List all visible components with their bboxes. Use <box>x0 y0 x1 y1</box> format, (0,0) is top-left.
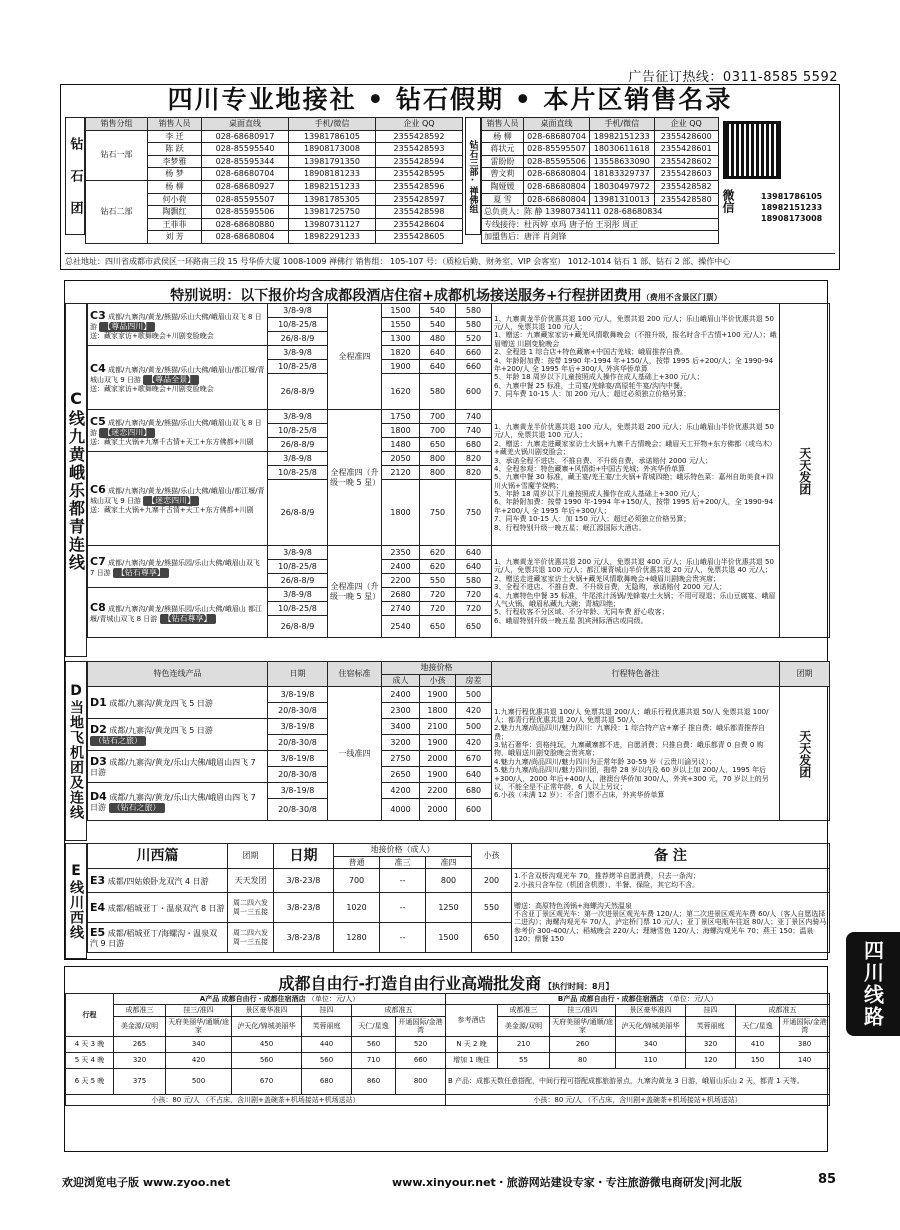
hotline: 广告征订热线：0311-8585 5592 <box>628 70 838 85</box>
c-line-label: C线九黄峨乐都青连线 <box>66 388 86 572</box>
e-line-table: 川西篇 团期 日期 地接价格（成人） 小孩 备 注 普通 准三 准四 E3 成都/四姑娘卧龙双汽 4 日游 天天发团 3/8-23/8 700 -- 800 200 1.不含双桥沟观光车 70，推荐烤羊自愿消费，只去一条沟； 2.小孩只含车位（机团含机票）、半餐、保险，其它均不含。 E4 成都/稻城亚丁・温泉双汽 8 日游 周二四六发 周一三五接 3/8-23/8 1020 -- 1250 550 赠送：高原特色汤锅+海螺沟天然温泉 不含亚丁景区观光车：第一次进景区观光车费 120/人；第二次进景区观光车费 60/人（客人自愿选择二进沟）；海螺沟观光车 70/人，泸定桥门票 10 元/人；亚丁景区电瓶车往返 80/人；亚丁景区内骑马参考价 300-400/人；稻城晚会 220/人；理塘雪鱼 120/人；海螺沟观光车 70；燕王 150；温泉 120；鼎餐 150 E5 成都/稻城亚丁/海螺沟・温泉双汽 9 日游 周二四六发 周一三五接 3/8-23/8 1280 -- 1500 650 <box>87 843 830 953</box>
free-exec: 【执行时间：8月】 <box>543 982 614 991</box>
e-line-label: E线川西线 <box>68 862 84 940</box>
join-contact: 加盟售后：唐洋 肖剑锋 <box>482 231 719 244</box>
side-tab[interactable]: 四川线路 <box>846 932 900 1036</box>
sales-table-left: 销售分组 销售人员 桌面直线 手机/微信 企业 QQ 钻石一部 李 迁 028-68680917 13981786105 2355428592 陈 跃 028-85595540 18908173008 2355428593 李梦雅 028-85595344 13981791350 2355428594 杨 梦 028-68680704 18908181233 2355428595 钻石二部 杨 柳 028-68680927 18982151233 2355428596 何小荷 028-85595507 13981785305 2355428597 陶飘红 028-85595506 13981725750 2355428598 王菲菲 028-68680880 13980731127 2355428604 刘 芳 028-68680804 18982291233 2355428605 <box>85 117 463 244</box>
d-line-label: D当地飞机团及连线 <box>68 682 84 820</box>
free-travel-table: 行程 A产品 成都自由行・成都住宿酒店 （单位：元/人） B产品 成都自由行・成都住宿酒店 （单位：元/人） 成都准三 挂三/准四 景区豪华准四 挂四 成都准五 参考酒店 成都准三 挂三/准四 景区豪华准四 挂四 成都准五 美金源/双明 天府美丽华/通顺/途家 泸天化/锦城美丽华 芙蓉丽庭 天仁/星逸 开通国际/金港湾 美金源/双明 天府美丽华/通顺/途家 泸天化/锦城美丽华 芙蓉丽庭 天仁/星逸 开通国际/金港湾 4 天 3 晚 265 340 450 440 560 520 N 天 2 晚 210 260 340 320 410 380 5 天 4 晚 320 420 560 560 710 660 增加 1 晚住 55 80 110 120 150 140 6 天 5 晚 375 500 670 680 860 800 B 产品：成都天数任意搭配，中间行程可搭配成都旅游景点，九寨沟黄龙 3 日游，峨眉山乐山 2 天，都青 1 天等。 小孩：80 元/人 （不占床，含川剧+盖碗茶+机场接站+机场送站） 小孩：80 元/人 （不占床，含川剧+盖碗茶+机场接站+机场送站） <box>65 993 830 1106</box>
qr-code-icon <box>723 121 781 179</box>
chief-contact: 总负责人：陈 静 13980734111 028-68680834 <box>482 206 719 219</box>
group3-label: 钻石三部·禅佛组 <box>467 139 478 213</box>
directory-title: 四川专业地接社 • 钻石假期 • 本片区销售名录 <box>167 85 733 114</box>
sales-table-right: 销售人员 桌面直线 手机/微信 企业 QQ 杨 柳 028-68680704 18982151233 2355428600 蒋状元 028-85595507 18030611618 2355428601 雷盼盼 028-85595506 13558633090 2355428602 曾文莉 028-68680804 18183329737 2355428603 陶娅媛 028-68680804 18030497972 2355428582 夏 雪 028-68680804 13981310013 2355428580 总负责人：陈 静 13980734111 028-68680834 专线接待：杜丙婷 卓玛 唐子怡 王羽彤 周正 加盟售后：唐洋 肖剑锋 <box>481 117 719 244</box>
free-travel-section <box>64 966 828 1152</box>
sales-directory <box>60 84 840 270</box>
notice: 特别说明：以下报价均含成都段酒店住宿+成都机场接送服务+行程拼团费用（费用不含景区门票） <box>170 288 722 304</box>
price-section <box>64 280 828 960</box>
wechat-label: 微信 <box>721 189 735 213</box>
special-contact: 专线接待：杜丙婷 卓玛 唐子怡 王羽彤 周正 <box>482 218 719 231</box>
d-line-table: 特色连线产品 日期 住宿标准 地接价格 行程特色备注 团期 成人 小孩 房差 D1 成都/九寨沟/黄龙四飞 5 日游 3/8-19/8 一线准四 2400 1900 500 1.九寨行程优惠共退 100/人 免票共退 200/人；峨乐行程优惠共退 50/人 免票共退 100/人；都青行程优惠共退 20/人 免票共退 50/人 2.魅力九寨/尚品四川/魅力四川：九寨段：1 综合特产店+寨子 推自费；峨乐都青推荐自费； 3.钻石奢华：资格纯玩，九寨藏寨都不进，自愿消费；只推自费：峨乐都青 0 自费 0 购物，峨眉送川剧变脸晚会贵宾席； 4.魅力九寨/尚品四川/魅力四川为正常年龄 30-59 岁（云贵川渝另议）； 5.魅力九寨/尚品四川/魅力四川团，拖带 28 岁以内及 60 岁以上加 200/人，1995 年后+300/人，2000 年后+400/人，港澳台华侨加 300/人，外宾+300 元，70 岁以上的另议，不能全是不正常年龄，6 人以上另议； 6.小孩（未满 12 岁）：不含门票不占床，外宾华侨单算 天天发团 20/8-30/8 2300 1800 420 D2 成都/九寨沟/黄龙四飞 5 日游 （钻石之旅） 3/8-19/8 3400 2100 500 20/8-30/8 3200 1900 420 D3 成都/九寨沟/黄龙/乐山大佛/峨眉山四飞 7 日游 3/8-19/8 2750 2000 670 20/8-30/8 2650 1900 640 D4 成都/九寨沟/黄龙/乐山大佛/峨眉山四飞 7 日游 （钻石之旅） 3/8-19/8 4200 2200 680 20/8-30/8 4000 2000 600 <box>87 661 830 821</box>
footer-mid[interactable]: www.xinyour.net・旅游网站建设专家・专注旅游微电商研发|河北版 <box>392 1176 742 1189</box>
footer-left[interactable]: 欢迎浏览电子版 www.zyoo.net <box>62 1176 231 1189</box>
address: 总社地址：四川省成都市武侯区一环路南三段 15 号华侨大厦 1008-1009 禅佛行 销售组： 105-107 号：（质检后勤、财务室、VIP 会客室） 1012-1014 钻石 1 部、钻石 2 部、操作中心 <box>65 253 835 267</box>
group-label: 钻 石 团 <box>67 136 83 216</box>
c-line-table: C3 成都/九寨沟/黄龙/熊猫/乐山大佛/峨眉山双飞 8 日游 【尊品四川】 送：藏家家访+歌舞晚会+川剧变脸晚会 3/8-9/8 全程准四 1500 540 580 1、九寨黄龙半价优惠共退 100 元/人，免票共退 200 元/人；乐山峨眉山半价优惠共退 50 元/人，免票共退 100 元/人； 1、赠送：九寨藏家家访+藏羌风情歌舞晚会（不推升级，报名时含千古情+100 元/人）；峨眉赠送 川剧变脸晚会 2、全程进 1 综合店+特色藏寨+中国古羌城；峨眉推荐自费。 4、年龄附加费：按带 1990 年-1994 年+150/人，按带 1995 后+200/人；全 1990-94 年+200/人 全 1995 年后+300/人 外宾华侨单算 5、年龄 18 周岁以下儿童按照成人操作在成人基础上+300 元/人； 6、九寨中餐 25 标准，土司宴/羌蜂宴/高原牦牛宴/沟内中餐。 7、同车费 10-15 人：加 200 元/人；超过必须独立价格另算； 天天发团 10/8-25/8 1550 540 580 26/8-8/9 1300 480 520 C4 成都/九寨沟/黄龙/熊猫/乐山大佛/峨眉山/都江堰/青城山双飞 9 日游 【尊品全景】 送：藏家家访+歌舞晚会+川剧变脸晚会 3/8-9/8 1820 640 660 10/8-25/8 1900 640 660 26/8-8/9 1620 580 600 C5 成都/九寨沟/黄龙/熊猫/乐山大佛/峨眉山双飞 8 日游 【迷恋四川】 送：藏家土火锅+九寨千古情+天工+东方佛都+川剧 3/8-9/8 全程准四（升级一晚 5 星） 1750 700 740 1、九寨黄龙半价优惠共退 100 元/人，免票共退 200 元/人；乐山峨眉山半价优惠共退 50 元/人，免票共退 100 元/人； 2、赠送：九寨走进藏家家访土火锅+九寨千古情晚会；峨眉天工开物+东方佛都（或乌木）+藏羌火锅川剧变脸会； 3、承诺全程不进店、不推自费、不升级自费，承诺赔付 2000 元/人； 4、全程参观：特色藏寨+风情街+中国古羌城；外宾华侨单算 5、九寨中餐 30 标准，藏王宴/羌王宴/土火锅+青城四绝；峨乐特色菜：嘉州自助美食+四川火锅+雪魔芋烧鸭； 5、年龄 18 周岁以下儿童按照成人操作在成人基础上+300 元/人； 6、年龄附加费：按带 1990 年-1994 年+150/人，按带 1995 后+200/人，全 1990-94 年+200/人 全 1995 年后+300/人； 7、同车费 10-15 人：加 150 元/人；超过必须独立价格另算； 8、行程特别升级一晚五星；岷江源国际大酒店。 10/8-25/8 1800 700 740 26/8-8/9 1480 650 680 C6 成都/九寨沟/黄龙/熊猫/乐山大佛/峨眉山/都江堰/青城山双飞 9 日游 【迷恋四川】 送：藏家土火锅+九寨千古情+天工+东方佛都+川剧 3/8-9/8 2050 800 820 10/8-25/8 2120 800 820 26/8-8/9 1800 750 750 C7 成都/九寨沟/黄龙/熊猫乐园/乐山大佛/峨眉山双飞 7 日游 【钻石尊享】 3/8-9/8 全程准四（升级一晚 5 星） 2350 620 640 1、九寨黄龙半价优惠共退 200 元/人，免票共退 400 元/人；乐山峨眉山半价优惠共退 50 元/人，免票共退 100 元/人；都江堰青城山半价优惠共退 20 元/人，免票共退 40 元/人； 2、赠送走进藏家家访土火锅+藏羌风情歌舞晚会+峨眉川剧晚会贵宾席； 3、全程不进店、不推自费、不升级自费，无隐购，承诺赔付 2000 元/人； 4、九寨特色中餐 35 标准，牛尾浓汁汤锅/羌蜂宴/土火锅；不用可现退；乐山豆腐宴、峨眉人气火锅、峨眉私藏九大碗；青城四绝； 5、行程收客不分区域、不分年龄、无同车费 舒心收客； 6、峨眉特别升级一晚五星 凯宾洲际酒店或同级。 10/8-25/8 2400 620 640 26/8-8/9 2200 550 580 C8 成都/九寨沟/黄龙/熊猫乐园/乐山大佛/峨眉山 都江堰/青城山双飞 8 日游 【钻石尊享】 3/8-9/8 2680 720 720 10/8-25/8 2740 720 720 26/8-8/9 2540 650 650 <box>87 303 830 638</box>
wechat-phones: 13981786105 18982151233 18908173008 <box>761 192 823 224</box>
free-title: 成都自由行-打造自由行业高端批发商 <box>278 974 542 993</box>
page-number: 85 <box>818 1172 837 1187</box>
